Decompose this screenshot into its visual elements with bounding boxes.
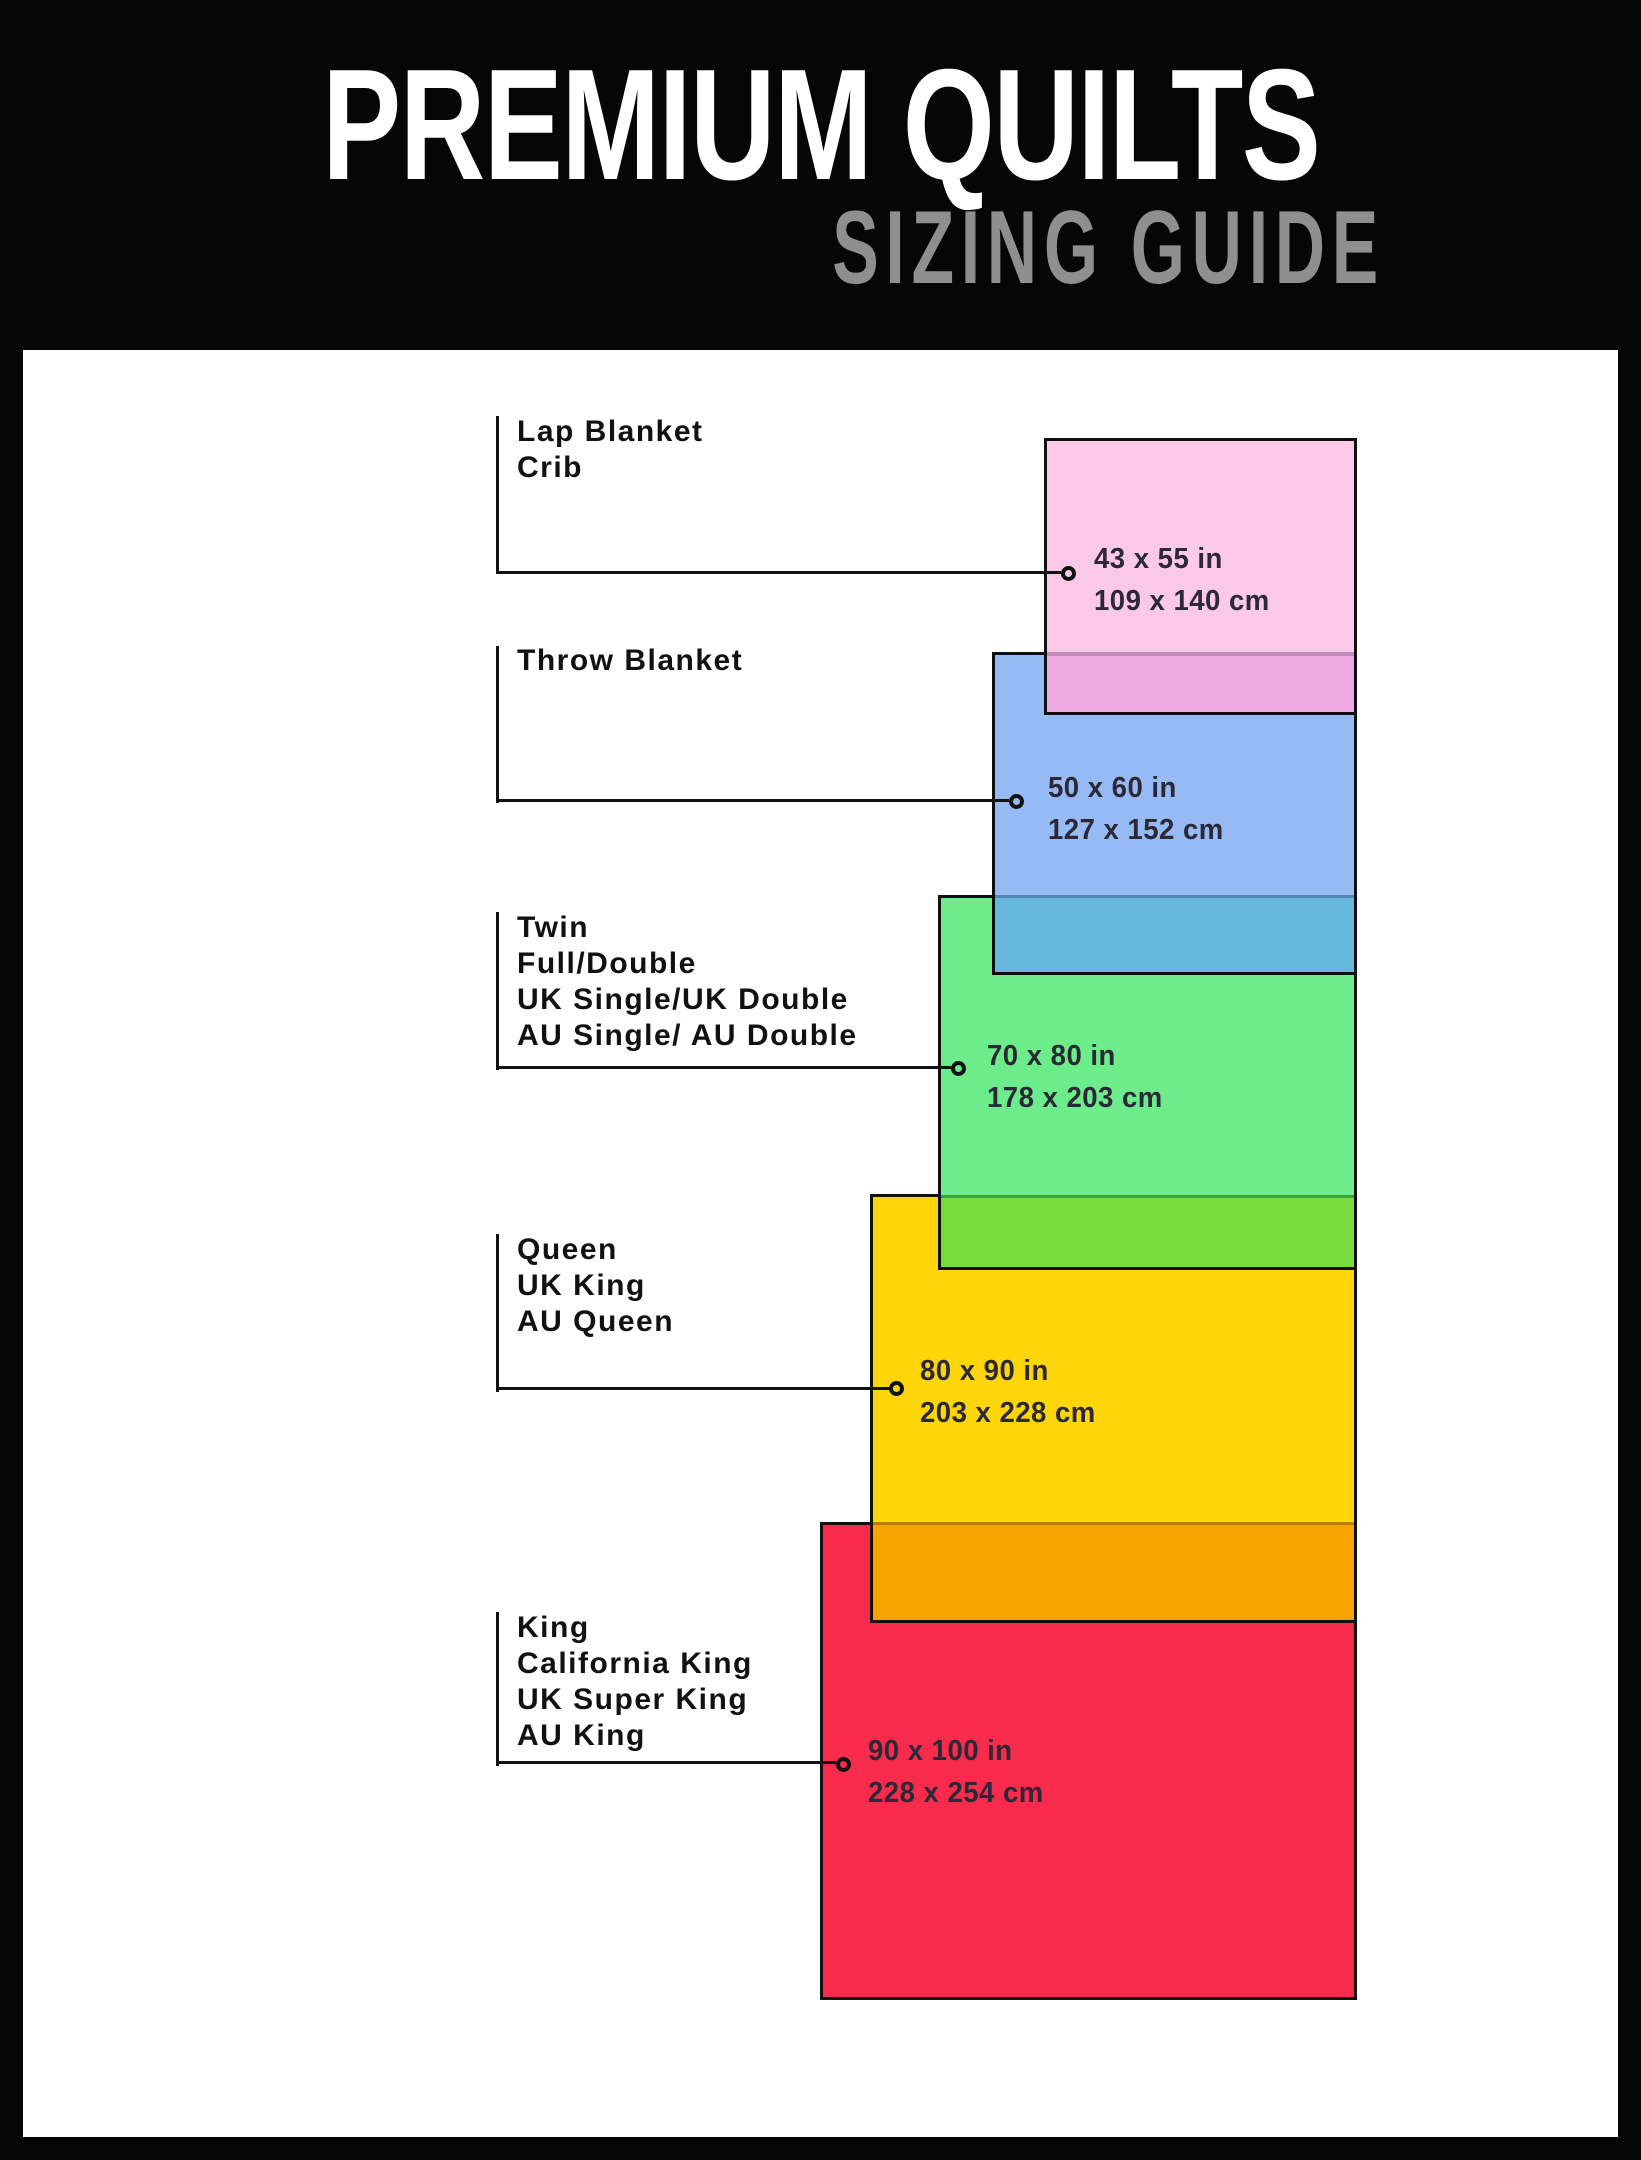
connector-throw-vertical [496, 646, 499, 803]
overlap-queen-king [873, 1525, 1354, 1620]
label-group-twin [517, 910, 858, 1054]
dimensions-king [868, 1730, 1044, 1814]
label-line: UK Super King [517, 1683, 749, 1716]
marker-dot-throw [1009, 794, 1024, 809]
connector-throw-horizontal [496, 799, 1009, 802]
dimension-inches: 50 x 60 in [1048, 772, 1177, 804]
dimensions-twin [987, 1035, 1163, 1119]
dimension-inches: 80 x 90 in [920, 1355, 1049, 1387]
dimensions-lap [1094, 538, 1270, 622]
label-line: AU King [517, 1719, 646, 1752]
label-line: Full/Double [517, 947, 697, 980]
connector-king-horizontal [496, 1761, 836, 1764]
dimension-cm: 127 x 152 cm [1048, 814, 1224, 846]
overlap-line-queen-king [873, 1522, 1354, 1525]
label-line: Throw Blanket [517, 644, 744, 677]
marker-dot-lap [1061, 566, 1076, 581]
label-group-queen [517, 1232, 674, 1340]
connector-lap-vertical [496, 416, 499, 574]
connector-lap-horizontal [496, 571, 1061, 574]
overlap-line-throw-twin [995, 895, 1354, 898]
overlap-lap-throw [1047, 656, 1354, 712]
page-title: PREMIUM QUILTS [321, 37, 1320, 213]
dimension-cm: 228 x 254 cm [868, 1777, 1044, 1809]
dimensions-queen [920, 1350, 1096, 1434]
connector-king-vertical [496, 1612, 499, 1766]
header [0, 37, 1641, 213]
dimensions-throw [1048, 767, 1224, 851]
label-line: Twin [517, 911, 590, 944]
marker-dot-twin [951, 1061, 966, 1076]
dimension-inches: 43 x 55 in [1094, 543, 1223, 575]
label-line: King [517, 1611, 590, 1644]
label-line: UK King [517, 1269, 646, 1302]
overlap-line-lap-throw [1047, 652, 1354, 656]
label-group-lap [517, 414, 704, 486]
label-line: AU Single/ AU Double [517, 1019, 858, 1052]
label-line: Queen [517, 1233, 618, 1266]
dimension-cm: 203 x 228 cm [920, 1397, 1096, 1429]
overlap-throw-twin [995, 898, 1354, 972]
marker-dot-king [836, 1757, 851, 1772]
label-line: UK Single/UK Double [517, 983, 849, 1016]
label-line: AU Queen [517, 1305, 675, 1338]
subheader [560, 190, 1385, 306]
connector-twin-vertical [496, 912, 499, 1070]
marker-dot-queen [889, 1381, 904, 1396]
label-line: Lap Blanket [517, 415, 704, 448]
page-subtitle: SIZING GUIDE [832, 190, 1385, 306]
label-group-king [517, 1610, 753, 1754]
label-line: Crib [517, 451, 583, 484]
dimension-cm: 178 x 203 cm [987, 1082, 1163, 1114]
label-line: California King [517, 1647, 753, 1680]
connector-queen-vertical [496, 1234, 499, 1392]
dimension-inches: 70 x 80 in [987, 1040, 1116, 1072]
overlap-twin-queen [941, 1198, 1354, 1267]
dimension-inches: 90 x 100 in [868, 1735, 1013, 1767]
connector-twin-horizontal [496, 1066, 951, 1069]
dimension-cm: 109 x 140 cm [1094, 585, 1270, 617]
label-group-throw [517, 643, 743, 679]
connector-queen-horizontal [496, 1387, 889, 1390]
overlap-line-twin-queen [941, 1195, 1354, 1198]
